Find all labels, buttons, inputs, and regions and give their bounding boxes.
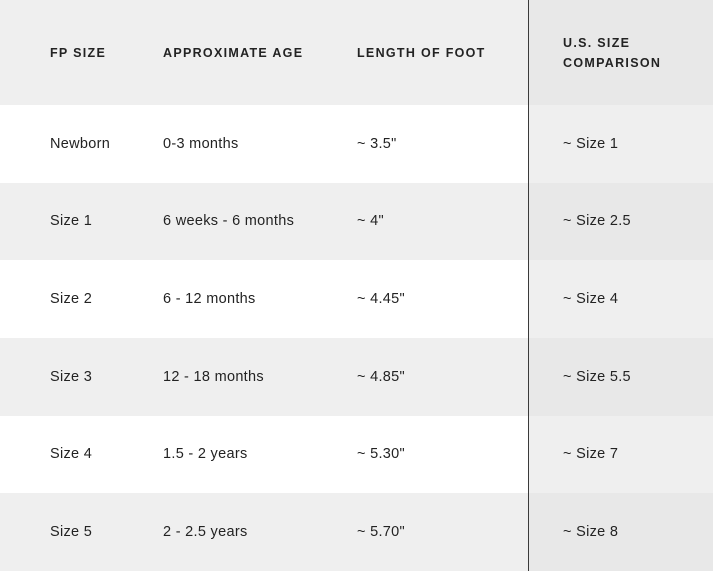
cell-fp-size: Size 3	[0, 338, 163, 416]
cell-approximate-age: 2 - 2.5 years	[163, 493, 357, 571]
column-header-us-size-comparison: U.S. SIZE COMPARISON	[528, 0, 713, 105]
cell-length-of-foot: ~ 5.30"	[357, 416, 528, 494]
cell-fp-size: Size 5	[0, 493, 163, 571]
cell-approximate-age: 6 weeks - 6 months	[163, 183, 357, 261]
cell-us-size-comparison: ~ Size 1	[528, 105, 713, 183]
table-row	[0, 493, 713, 571]
column-header-approximate-age: APPROXIMATE AGE	[163, 0, 357, 105]
table-body	[0, 105, 713, 571]
table-header	[0, 0, 713, 105]
column-header-length-of-foot: LENGTH OF FOOT	[357, 0, 528, 105]
cell-fp-size: Newborn	[0, 105, 163, 183]
cell-length-of-foot: ~ 5.70"	[357, 493, 528, 571]
cell-approximate-age: 0-3 months	[163, 105, 357, 183]
cell-approximate-age: 12 - 18 months	[163, 338, 357, 416]
cell-approximate-age: 1.5 - 2 years	[163, 416, 357, 494]
column-header-fp-size: FP SIZE	[0, 0, 163, 105]
table-row	[0, 416, 713, 494]
table-row	[0, 105, 713, 183]
cell-fp-size: Size 4	[0, 416, 163, 494]
cell-length-of-foot: ~ 4.85"	[357, 338, 528, 416]
cell-approximate-age: 6 - 12 months	[163, 260, 357, 338]
table-row	[0, 260, 713, 338]
cell-fp-size: Size 1	[0, 183, 163, 261]
cell-length-of-foot: ~ 4"	[357, 183, 528, 261]
header-row	[0, 0, 713, 105]
cell-us-size-comparison: ~ Size 4	[528, 260, 713, 338]
cell-us-size-comparison: ~ Size 7	[528, 416, 713, 494]
cell-fp-size: Size 2	[0, 260, 163, 338]
cell-us-size-comparison: ~ Size 5.5	[528, 338, 713, 416]
column-divider	[528, 0, 529, 571]
table-row	[0, 338, 713, 416]
cell-us-size-comparison: ~ Size 2.5	[528, 183, 713, 261]
table-row	[0, 183, 713, 261]
cell-length-of-foot: ~ 3.5"	[357, 105, 528, 183]
cell-us-size-comparison: ~ Size 8	[528, 493, 713, 571]
cell-length-of-foot: ~ 4.45"	[357, 260, 528, 338]
